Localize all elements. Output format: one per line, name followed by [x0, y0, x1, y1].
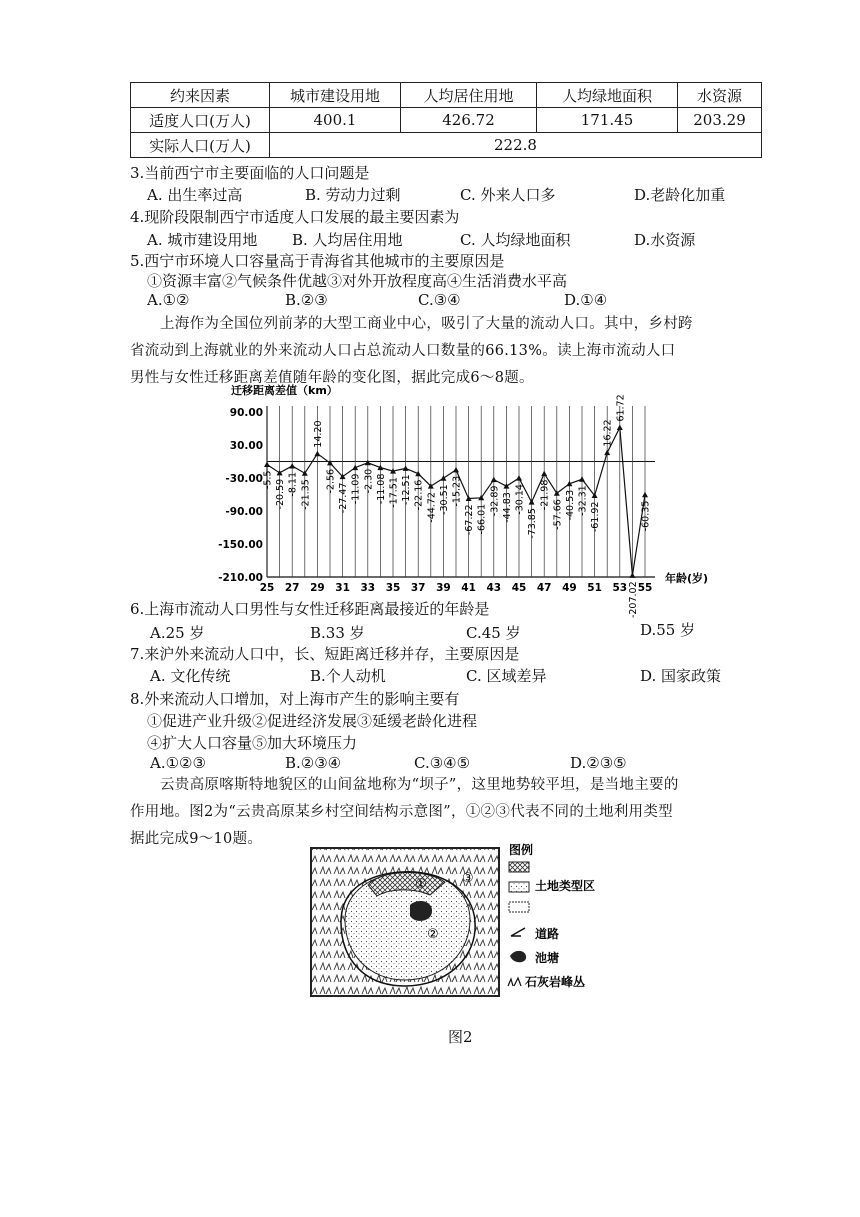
- x-tick-label: 33: [360, 582, 376, 594]
- table-row: [131, 108, 762, 133]
- legend-land-label: 土地类型区: [535, 879, 596, 893]
- x-tick-label: 45: [511, 582, 527, 594]
- data-label: -44.83: [501, 492, 513, 523]
- data-label: -15.23: [451, 475, 463, 507]
- q5-option-a[interactable]: A.①②: [147, 291, 190, 309]
- passage-line: 男性与女性迁移距离差值随年龄的变化图，据此完成6～8题。: [130, 370, 534, 386]
- data-label: -22.16: [413, 479, 425, 511]
- chart-xlabel: 年龄(岁): [665, 572, 709, 585]
- data-label: -60.35: [640, 500, 652, 532]
- data-label: -2.56: [325, 468, 337, 494]
- data-point: [617, 425, 623, 431]
- legend-hatch-icon: [509, 862, 529, 872]
- population-table: [130, 82, 762, 158]
- x-tick-label: 39: [436, 582, 451, 594]
- data-point: [365, 460, 371, 466]
- passage-line: 云贵高原喀斯特地貌区的山间盆地称为“坝子”，这里地势较平坦，是当地主要的: [160, 777, 679, 793]
- data-label: -40.53: [564, 489, 576, 521]
- data-label: -44.72: [426, 492, 438, 523]
- q4-option-c[interactable]: C. 人均绿地面积: [460, 231, 571, 249]
- legend-karst-label: 石灰岩峰丛: [525, 975, 586, 989]
- legend-dots-icon: [509, 882, 529, 892]
- data-label: -21.98: [539, 479, 551, 511]
- q5-statements: ①资源丰富②气候条件优越③对外开放程度高④生活消费水平高: [147, 272, 568, 290]
- passage-line: 据此完成9～10题。: [130, 831, 263, 847]
- q3-option-d[interactable]: D.老龄化加重: [634, 186, 726, 204]
- data-label: -67.22: [464, 504, 476, 536]
- table-header: 城市建设用地: [270, 83, 401, 108]
- x-tick-label: 27: [284, 582, 300, 594]
- q4-option-b[interactable]: B. 人均居住用地: [292, 231, 403, 249]
- data-label: -2.30: [363, 468, 375, 494]
- table-cell: 203.29: [678, 108, 762, 133]
- legend-pond-label: 池塘: [535, 951, 560, 965]
- data-point: [403, 465, 409, 471]
- q3-option-c[interactable]: C. 外来人口多: [460, 186, 556, 204]
- x-tick-label: 25: [259, 582, 275, 594]
- village-structure-map: [305, 840, 625, 1002]
- y-tick-label: -90.00: [225, 506, 263, 518]
- data-point: [277, 470, 283, 476]
- x-tick-label: 29: [310, 582, 325, 594]
- passage-line: 作用地。图2为“云贵高原某乡村空间结构示意图”，①②③代表不同的土地利用类型: [130, 804, 673, 820]
- data-label: -73.85: [527, 508, 539, 539]
- table-cell: 222.8: [270, 133, 762, 158]
- y-tick-label: -150.00: [218, 539, 263, 551]
- legend-pond-icon: [510, 951, 526, 962]
- data-label: -11.08: [375, 473, 387, 505]
- passage-shanghai: [130, 311, 780, 392]
- data-label: -20.59: [275, 478, 287, 510]
- q5-option-d[interactable]: D.①④: [564, 291, 608, 309]
- q6-option-c[interactable]: C.45 岁: [466, 624, 521, 642]
- legend-road-label: 道路: [535, 927, 560, 941]
- zone-2-label: ②: [427, 927, 439, 942]
- table-header: 水资源: [678, 83, 762, 108]
- x-tick-label: 35: [385, 582, 401, 594]
- zone-3-label: ③: [462, 871, 474, 886]
- data-point: [579, 476, 585, 482]
- q7-option-b[interactable]: B.个人动机: [310, 667, 386, 685]
- x-tick-label: 51: [587, 582, 602, 594]
- q7-option-d[interactable]: D. 国家政策: [640, 667, 722, 685]
- x-tick-label: 31: [335, 582, 350, 594]
- data-point: [604, 450, 610, 456]
- q8-option-b[interactable]: B.②③④: [285, 754, 342, 772]
- data-label: -8.11: [287, 471, 299, 497]
- chart-ylabel: 迁移距离差值（km）: [231, 384, 338, 397]
- table-header-row: [131, 83, 762, 108]
- data-label: -66.01: [476, 503, 488, 535]
- pond-icon: [410, 901, 432, 921]
- data-label: -207.02: [627, 581, 639, 619]
- question-5-stem: 5.西宁市环境人口容量高于青海省其他城市的主要原因是: [130, 252, 505, 270]
- row-label: 适度人口(万人): [131, 108, 270, 133]
- x-tick-label: 53: [612, 582, 628, 594]
- data-point: [629, 572, 635, 578]
- y-tick-label: -210.00: [218, 572, 263, 584]
- q8-option-d[interactable]: D.②③⑤: [570, 754, 627, 772]
- q8-option-a[interactable]: A.①②③: [150, 754, 206, 772]
- data-label: -17.51: [388, 477, 400, 508]
- data-point: [491, 477, 497, 483]
- data-point: [264, 462, 270, 468]
- q8-statements-2: ④扩大人口容量⑤加大环境压力: [147, 734, 358, 752]
- q3-option-a[interactable]: A. 出生率过高: [147, 186, 243, 204]
- zone-1-label: ①: [415, 877, 427, 892]
- data-point: [289, 463, 295, 469]
- x-tick-label: 47: [536, 582, 552, 594]
- table-cell: 171.45: [537, 108, 678, 133]
- x-tick-label: 41: [461, 582, 476, 594]
- q4-option-d[interactable]: D.水资源: [634, 231, 696, 249]
- question-7-stem: 7.来沪外来流动人口中，长、短距离迁移并存，主要原因是: [130, 645, 520, 663]
- table-row: [131, 133, 762, 158]
- data-label: 16.22: [602, 419, 614, 447]
- x-tick-label: 55: [637, 582, 653, 594]
- question-6-stem: 6.上海市流动人口男性与女性迁移距离最接近的年龄是: [130, 600, 490, 618]
- y-tick-label: 30.00: [229, 440, 263, 452]
- data-label: -12.51: [401, 474, 413, 506]
- legend-title: 图例: [509, 843, 534, 857]
- q6-option-b[interactable]: B.33 岁: [310, 624, 365, 642]
- q8-statements-1: ①促进产业升级②促进经济发展③延缓老龄化进程: [147, 712, 478, 730]
- legend-road-icon: [511, 928, 525, 936]
- x-tick-label: 43: [486, 582, 502, 594]
- data-point: [529, 499, 535, 505]
- data-point: [314, 451, 320, 457]
- data-label: -21.35: [300, 479, 312, 510]
- q5-option-c[interactable]: C.③④: [418, 291, 461, 309]
- data-point: [453, 467, 459, 473]
- figure-caption: 图2: [448, 1028, 473, 1046]
- data-label: -30.14: [514, 484, 526, 515]
- data-label: -61.92: [590, 501, 602, 533]
- question-3-stem: 3.当前西宁市主要面临的人口问题是: [130, 164, 370, 182]
- q3-option-b[interactable]: B. 劳动力过剩: [305, 186, 401, 204]
- data-label: -32.89: [489, 485, 501, 517]
- data-label: -27.47: [338, 482, 350, 514]
- passage-line: 省流动到上海就业的外来流动人口占总流动人口数量的66.13%。读上海市流动人口: [130, 343, 676, 359]
- q7-option-a[interactable]: A. 文化传统: [150, 667, 231, 685]
- q6-option-a[interactable]: A.25 岁: [150, 624, 205, 642]
- x-tick-label: 49: [562, 582, 577, 594]
- data-point: [642, 492, 648, 498]
- q8-option-c[interactable]: C.③④⑤: [414, 754, 471, 772]
- q7-option-c[interactable]: C. 区域差异: [466, 667, 547, 685]
- q6-option-d[interactable]: D.55 岁: [640, 621, 696, 639]
- data-label: -5.5: [262, 470, 274, 490]
- data-label: 61.72: [615, 394, 627, 422]
- row-label: 实际人口(万人): [131, 133, 270, 158]
- q4-option-a[interactable]: A. 城市建设用地: [147, 231, 258, 249]
- data-point: [440, 475, 446, 481]
- legend-karst-icon: [508, 978, 521, 986]
- data-label: -57.66: [552, 499, 564, 530]
- passage-line: 上海作为全国位列前茅的大型工商业中心，吸引了大量的流动人口。其中，乡村跨: [160, 316, 693, 332]
- data-point: [541, 471, 547, 477]
- table-header: 人均居住用地: [401, 83, 537, 108]
- question-4-stem: 4.现阶段限制西宁市适度人口发展的最主要因素为: [130, 208, 460, 226]
- data-label: -11.09: [350, 473, 362, 505]
- data-label: -32.31: [577, 485, 589, 516]
- y-tick-label: -30.00: [225, 473, 263, 485]
- data-label: 14.20: [312, 420, 324, 448]
- x-tick-label: 37: [410, 582, 426, 594]
- data-point: [516, 475, 522, 481]
- y-tick-label: 90.00: [229, 407, 263, 419]
- q5-option-b[interactable]: B.②③: [285, 291, 328, 309]
- table-cell: 426.72: [401, 108, 537, 133]
- table-cell: 400.1: [270, 108, 401, 133]
- data-point: [503, 483, 509, 489]
- question-8-stem: 8.外来流动人口增加，对上海市产生的影响主要有: [130, 690, 460, 708]
- table-header: 约来因素: [131, 83, 270, 108]
- data-label: -30.51: [438, 484, 450, 515]
- legend-blank-icon: [509, 902, 529, 912]
- table-header: 人均绿地面积: [537, 83, 678, 108]
